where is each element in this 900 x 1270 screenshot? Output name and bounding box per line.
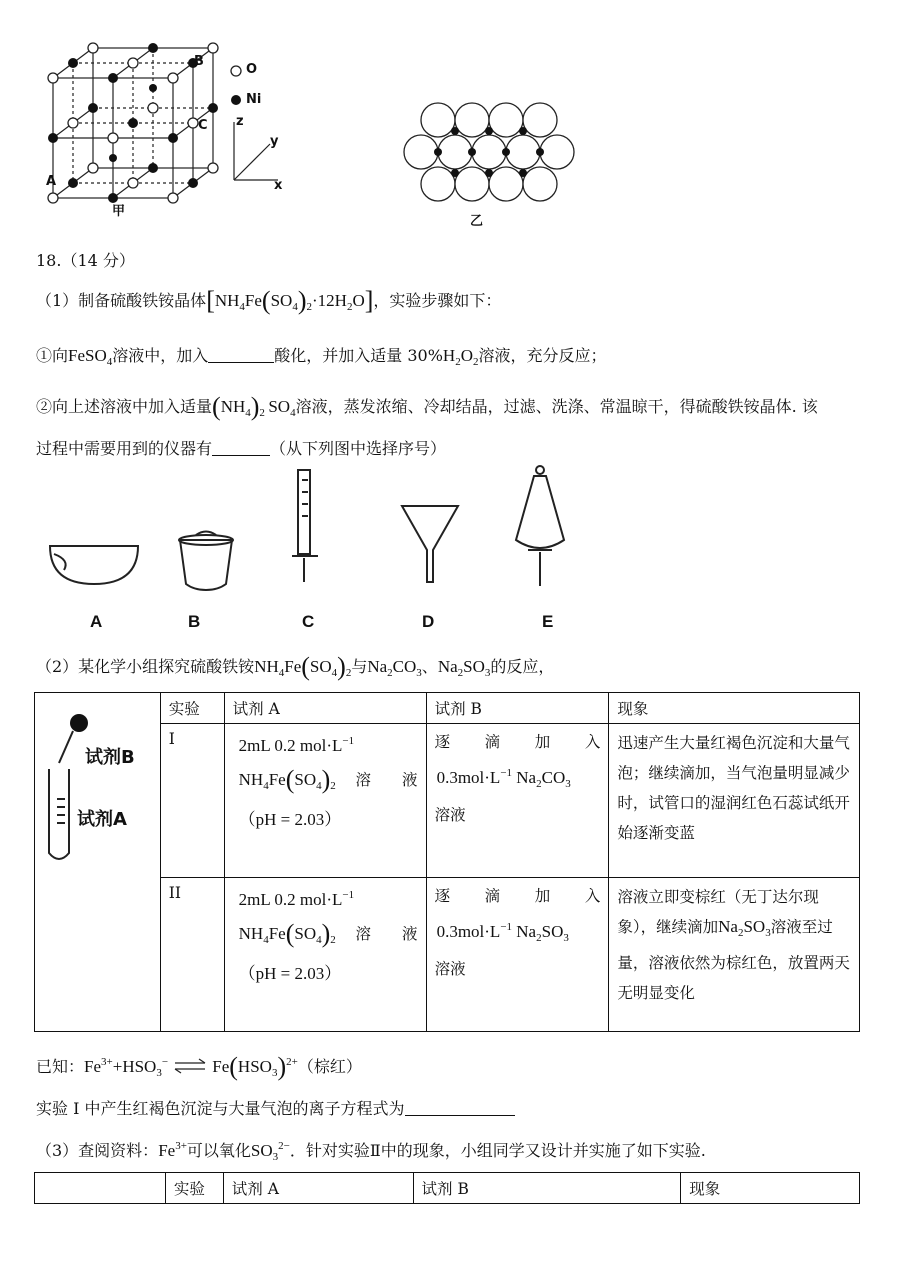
experiment-table-2 [34, 692, 860, 1032]
part1-intro-b: ，实验步骤如下： [373, 291, 502, 310]
acid-answer-blank[interactable] [208, 348, 274, 363]
header-reagent-b: 试剂 B [426, 693, 609, 724]
part3-intro: （3）查阅资料：$Fe^{3+}$可以氧化$SO_3^{2-}$．针对实验Ⅱ中的现象，小组同学又设计并实施了如下实验. [36, 1140, 706, 1163]
apparatus-drawings [40, 460, 600, 600]
figure-jia [38, 40, 298, 220]
row1-id: I [160, 724, 224, 878]
part1-intro: （1）制备硫酸铁铵晶体$[NH_4Fe(SO_4)_2\cdot 12H_2O]$，实验步骤如下： [36, 286, 502, 315]
figure-yi-caption: 乙 [470, 214, 484, 229]
corner-c-label: C [198, 118, 208, 133]
apparatus-label-e: E [542, 612, 554, 631]
row2-reagent-b: 逐 滴 加 入 $0.3mol\cdot L^{-1}$ $Na_2SO_3$ 溶液 [426, 878, 609, 1032]
axis-z-label: z [236, 114, 244, 129]
nio-lattice-diagram [38, 40, 298, 220]
test-tube-figure-cell [35, 693, 161, 1032]
axis-y-label: y [270, 134, 279, 149]
row1-reagent-a: 2mL 0.2 $mol\cdot L^{-1}$ $NH_4Fe(SO_4)_2$ 溶 液 （pH = 2.03） [224, 724, 426, 878]
t3-header-experiment: 实验 [165, 1173, 223, 1204]
equilibrium-arrow-icon [173, 1058, 207, 1074]
known-equilibrium: 已知：$Fe^{3+}+HSO_3^-$ $Fe(HSO_3)^{2+}$（棕红） [36, 1052, 362, 1081]
part2-intro: （2）某化学小组探究硫酸铁铵$NH_4Fe(SO_4)_2$与$Na_2CO_3$、$Na_2SO_3$的反应， [36, 652, 555, 681]
t3-header-phenomenon: 现象 [681, 1173, 860, 1204]
equation-answer-blank[interactable] [405, 1101, 515, 1116]
part1-step2: ②向上述溶液中加入适量$(NH_4)_2$ $SO_4$溶液，蒸发浓缩、冷却结晶，过滤、洗涤、常温晾干，得硫酸铁铵晶体. 该 [36, 392, 818, 421]
figure-jia-caption: 甲 [112, 204, 126, 219]
header-reagent-a: 试剂 A [224, 693, 426, 724]
legend-ni-label: Ni [246, 92, 262, 107]
burette-icon [292, 470, 318, 582]
nio-layer-diagram [400, 100, 580, 210]
test-tube-icon [35, 703, 159, 863]
corner-b-label: B [194, 54, 204, 69]
apparatus-label-b: B [188, 612, 201, 631]
apparatus-figure [40, 460, 600, 640]
row2-phenomenon: 溶液立即变棕红（无丁达尔现象），继续滴加$Na_2SO_3$溶液至过量，溶液依然为棕红色，放置两天无明显变化 [609, 878, 860, 1032]
evaporating-dish-icon [50, 546, 138, 584]
row2-id: II [160, 878, 224, 1032]
apparatus-label-c: C [302, 612, 315, 631]
part1-intro-a: （1）制备硫酸铁铵晶体 [36, 291, 207, 310]
apparatus-answer-blank[interactable] [212, 441, 270, 456]
row1-phenomenon: 迅速产生大量红褐色沉淀和大量气泡；继续滴加，当气泡量明显减少时，试管口的湿润红色石蕊试纸开始逐渐变蓝 [609, 724, 860, 878]
t3-header-reagent-a: 试剂 A [223, 1173, 413, 1204]
figure-yi [400, 100, 580, 230]
funnel-icon [402, 506, 458, 582]
separatory-funnel-icon [516, 466, 564, 586]
apparatus-label-a: A [90, 612, 103, 631]
apparatus-label-d: D [422, 612, 435, 631]
legend-o-label: O [246, 62, 258, 77]
part1-step1: ①向FeSO$_4$溶液中，加入 酸化，并加入适量 $30\%H_2O_2$溶液，充分反应； [36, 346, 607, 368]
t3-header-reagent-b: 试剂 B [413, 1173, 681, 1204]
fig-reagent-b-label: 试剂B [85, 747, 135, 768]
equation-prompt: 实验 I 中产生红褐色沉淀与大量气泡的离子方程式为 [36, 1096, 515, 1119]
fig-reagent-a-label: 试剂A [77, 809, 127, 830]
axis-x-label: x [274, 178, 283, 193]
header-phenomenon: 现象 [609, 693, 860, 724]
header-experiment: 实验 [160, 693, 224, 724]
experiment-table-3 [34, 1172, 860, 1204]
row2-reagent-a: 2mL 0.2 $mol\cdot L^{-1}$ $NH_4Fe(SO_4)_2$ 溶 液 （pH = 2.03） [224, 878, 426, 1032]
corner-a-label: A [46, 174, 57, 189]
part1-step2-line2: 过程中需要用到的仪器有 （从下列图中选择序号） [36, 439, 447, 458]
row1-reagent-b: 逐 滴 加 入 $0.3mol\cdot L^{-1}$ $Na_2CO_3$ 溶液 [426, 724, 609, 878]
crucible-icon [180, 540, 232, 590]
question-number: 18.（14 分） [36, 251, 135, 270]
